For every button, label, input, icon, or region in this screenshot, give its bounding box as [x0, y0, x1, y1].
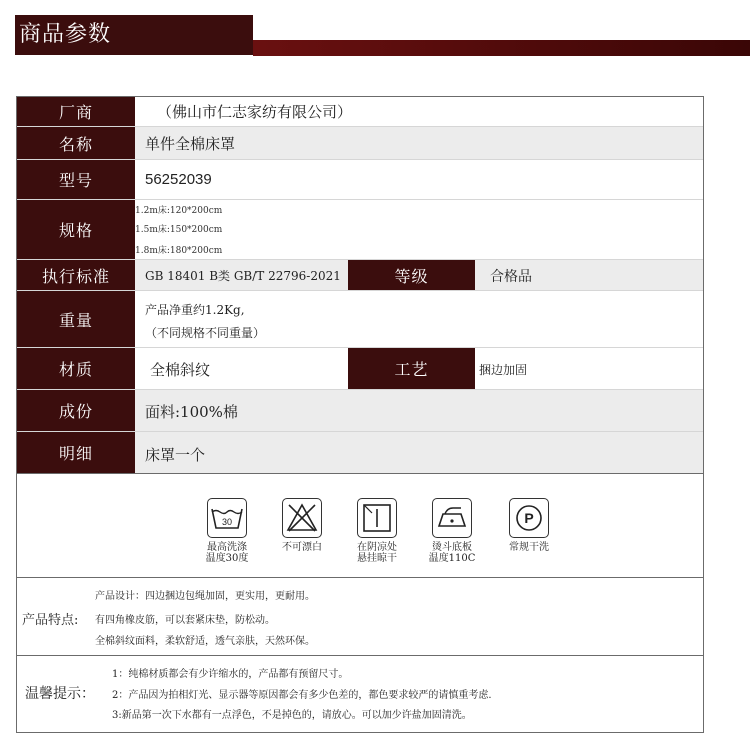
label-material: 材质 — [17, 348, 135, 389]
tips-line-1: 1：纯棉材质都会有少许缩水的，产品都有预留尺寸。 — [112, 669, 349, 680]
value-weight-2: （不同规格不同重量） — [145, 326, 266, 340]
section-title: 商品参数 — [15, 15, 253, 55]
value-standard: GB 18401 B类 GB/T 22796-2021 — [145, 269, 341, 283]
label-craft: 工艺 — [348, 348, 475, 389]
value-grade: 合格品 — [490, 269, 532, 285]
value-spec-2: 1.5m床:150*200cm — [135, 225, 223, 235]
label-grade: 等级 — [348, 260, 475, 290]
value-name: 单件全棉床罩 — [145, 135, 236, 153]
wash-30-icon — [207, 498, 247, 538]
dry-clean-p-icon — [509, 498, 549, 538]
care-item-iron — [422, 498, 482, 564]
no-bleach-icon — [282, 498, 322, 538]
row-weight — [17, 291, 703, 348]
row-name — [17, 127, 703, 160]
care-text-dry-1: 在阴凉处 — [357, 542, 397, 553]
features-line-3: 全棉斜纹面料，柔软舒适，透气亲肤，天然环保。 — [95, 636, 315, 647]
row-spec — [17, 200, 703, 260]
care-instructions — [17, 474, 703, 578]
label-composition: 成份 — [17, 390, 135, 431]
features-line-1: 产品设计：四边捆边包绳加固，更实用，更耐用。 — [95, 591, 315, 602]
row-model — [17, 160, 703, 200]
label-weight: 重量 — [17, 291, 135, 347]
care-item-dryclean — [499, 498, 559, 553]
value-model: 56252039 — [145, 171, 212, 188]
tips-line-2: 2：产品因为拍相灯光、显示器等原因都会有多少色差的，都色要求较严的请慎重考虑. — [112, 690, 492, 701]
row-standard — [17, 260, 703, 291]
value-detail: 床罩一个 — [145, 446, 206, 464]
care-text-wash-1: 最高洗涤 — [207, 542, 247, 553]
label-spec: 规格 — [17, 200, 135, 259]
features-label: 产品特点: — [22, 613, 79, 628]
label-detail: 明细 — [17, 432, 135, 473]
dryclean-letter: P — [524, 510, 534, 526]
care-text-bleach-1: 不可漂白 — [282, 542, 322, 553]
value-spec-1: 1.2m床:120*200cm — [135, 206, 223, 216]
care-text-iron-2: 温度110C — [428, 553, 476, 564]
care-item-dry — [347, 498, 407, 564]
row-material — [17, 348, 703, 390]
section-header — [0, 0, 750, 62]
value-spec-3: 1.8m床:180*200cm — [135, 246, 223, 256]
label-manufacturer: 厂商 — [17, 97, 135, 126]
row-composition — [17, 390, 703, 432]
value-weight-1: 产品净重约1.2Kg, — [145, 303, 245, 317]
care-text-dryclean-1: 常规干洗 — [509, 542, 549, 553]
header-decor-bar — [253, 40, 750, 56]
tips-label: 温馨提示： — [25, 686, 95, 702]
value-manufacturer: （佛山市仁志家纺有限公司） — [157, 103, 353, 121]
iron-110-icon — [432, 498, 472, 538]
label-name: 名称 — [17, 127, 135, 159]
care-text-iron-1: 烫斗底板 — [432, 542, 472, 553]
row-manufacturer — [17, 97, 703, 127]
value-material: 全棉斜纹 — [150, 361, 211, 379]
value-composition: 面料:100%棉 — [145, 403, 238, 421]
product-features — [17, 578, 703, 656]
care-text-dry-2: 悬挂晾干 — [357, 553, 397, 564]
label-standard: 执行标准 — [17, 260, 135, 290]
wash-temp-number: 30 — [221, 517, 233, 527]
row-detail — [17, 432, 703, 474]
value-craft: 捆边加固 — [479, 363, 528, 377]
warm-tips — [17, 656, 703, 732]
tips-line-3: 3:新品第一次下水都有一点浮色，不是掉色的，请放心。可以加少许盐加固清洗。 — [112, 710, 472, 721]
label-model: 型号 — [17, 160, 135, 199]
care-text-wash-2: 温度30度 — [205, 553, 249, 564]
shade-hang-dry-icon — [357, 498, 397, 538]
care-item-wash — [197, 498, 257, 564]
care-item-bleach — [272, 498, 332, 553]
features-line-2: 有四角橡皮筋，可以套紧床垫，防松动。 — [95, 615, 275, 626]
